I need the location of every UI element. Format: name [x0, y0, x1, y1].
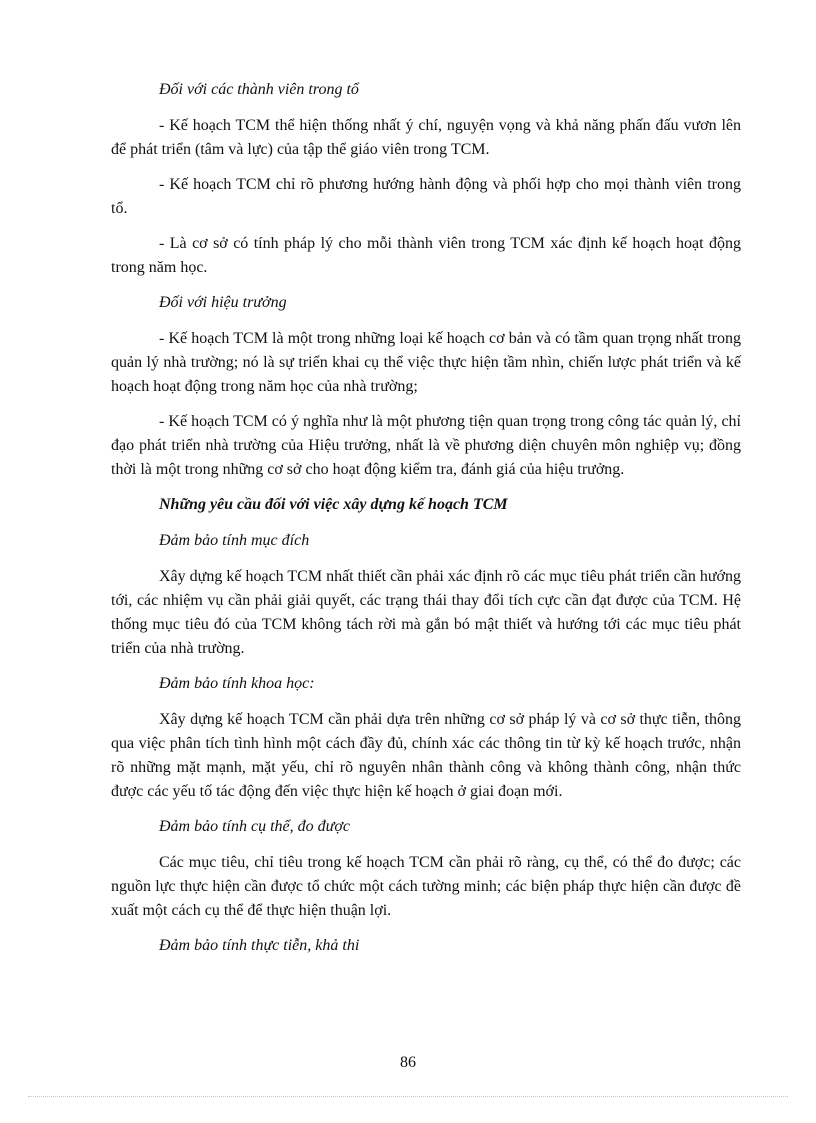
paragraph-principal-1: - Kế hoạch TCM là một trong những loại kế hoạch cơ bản và có tầm quan trọng nhất trong quản lý nhà trường; nó là sự triển khai cụ thể việc thực hiện tầm nhìn, chiến lược phát triển và kế hoạch hoạt động trong năm học của nhà trường; — [111, 330, 741, 395]
subheading-measurable: Đảm bảo tính cụ thể, đo được — [159, 818, 351, 835]
paragraph-members-3: - Là cơ sở có tính pháp lý cho mỗi thành viên trong TCM xác định kế hoạch hoạt động trong năm học. — [111, 235, 741, 276]
page-number: 86 — [400, 1054, 416, 1071]
paragraph-purpose: Xây dựng kế hoạch TCM nhất thiết cần phải xác định rõ các mục tiêu phát triển cần hướng tới, các nhiệm vụ cần phải giải quyết, các trạng thái thay đổi tích cực cần đạt được của TCM. Hệ thống mục tiêu đó của TCM không tách rời mà gắn bó mật thiết và hướng tới các mục tiêu phát triển của nhà trường. — [111, 568, 741, 657]
section-heading-principal: Đối với hiệu trưởng — [159, 294, 287, 311]
paragraph-principal-2: - Kế hoạch TCM có ý nghĩa như là một phương tiện quan trọng trong công tác quản lý, chỉ đạo phát triển nhà trường của Hiệu trưởng, nhất là về phương diện chuyên môn nghiệp vụ; đồng thời là một trong những cơ sở cho hoạt động kiểm tra, đánh giá của hiệu trưởng. — [111, 413, 741, 478]
subheading-feasible: Đảm bảo tính thực tiễn, khả thi — [159, 937, 360, 954]
paragraph-measurable: Các mục tiêu, chỉ tiêu trong kế hoạch TCM cần phải rõ ràng, cụ thể, có thể đo được; các nguồn lực thực hiện cần được tổ chức một cách tường minh; các biện pháp thực hiện cần được đề xuất một cách cụ thể để thực hiện thuận lợi. — [111, 854, 741, 919]
page-content — [111, 78, 741, 970]
footer-divider — [28, 1096, 788, 1097]
subheading-scientific: Đảm bảo tính khoa học: — [159, 675, 315, 692]
paragraph-scientific: Xây dựng kế hoạch TCM cần phải dựa trên những cơ sở pháp lý và cơ sở thực tiễn, thông qua việc phân tích tình hình một cách đầy đủ, chính xác các thông tin từ kỳ kế hoạch trước, nhận rõ những mặt mạnh, mặt yếu, chỉ rõ nguyên nhân thành công và không thành công, nhận thức được các yếu tố tác động đến việc thực hiện kế hoạch ở giai đoạn mới. — [111, 711, 741, 800]
paragraph-members-1: - Kế hoạch TCM thể hiện thống nhất ý chí, nguyện vọng và khả năng phấn đấu vươn lên để phát triển (tâm và lực) của tập thể giáo viên trong TCM. — [111, 117, 741, 158]
section-heading-members: Đối với các thành viên trong tổ — [159, 81, 359, 98]
section-heading-requirements: Những yêu cầu đối với việc xây dựng kế hoạch TCM — [159, 496, 508, 513]
paragraph-members-2: - Kế hoạch TCM chỉ rõ phương hướng hành động và phối hợp cho mọi thành viên trong tổ. — [111, 176, 741, 217]
subheading-purpose: Đảm bảo tính mục đích — [159, 532, 310, 549]
